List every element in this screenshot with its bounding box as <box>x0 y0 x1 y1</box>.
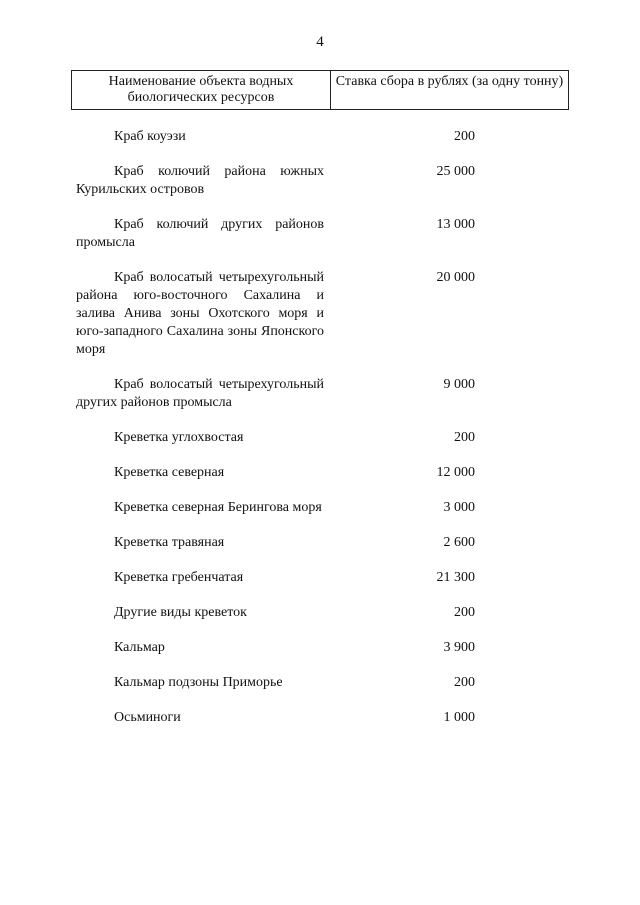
row-rate: 200 <box>454 605 475 620</box>
table-row <box>0 569 640 587</box>
row-name: Креветка травяная <box>114 535 225 550</box>
table-row <box>0 429 640 447</box>
row-name: Краб волосатый четырехугольный других районов промысла <box>76 377 324 410</box>
table-row <box>0 464 640 482</box>
row-rate: 200 <box>454 430 475 445</box>
table-row <box>0 709 640 727</box>
table-row <box>0 639 640 657</box>
row-name: Креветка северная <box>114 465 225 480</box>
row-rate: 3 900 <box>443 640 475 655</box>
table-row <box>0 269 640 359</box>
row-rate: 9 000 <box>443 377 475 392</box>
row-name: Краб колючий района южных Курильских островов <box>76 164 324 197</box>
rates-table-body <box>0 128 640 744</box>
row-rate: 20 000 <box>436 270 475 285</box>
page-number: 4 <box>316 34 324 50</box>
table-row <box>0 216 640 252</box>
table-row <box>0 674 640 692</box>
row-name: Краб коуэзи <box>114 129 186 144</box>
row-name: Другие виды креветок <box>114 605 247 620</box>
row-name: Креветка углохвостая <box>114 430 244 445</box>
table-row <box>0 163 640 199</box>
row-rate: 25 000 <box>436 164 475 179</box>
header-rate-column: Ставка сбора в рублях (за одну тонну) <box>335 74 564 89</box>
table-row <box>0 499 640 517</box>
row-rate: 21 300 <box>436 570 475 585</box>
table-row <box>0 534 640 552</box>
table-header <box>71 70 569 110</box>
table-row <box>0 604 640 622</box>
table-row <box>0 376 640 412</box>
row-rate: 2 600 <box>443 535 475 550</box>
row-rate: 200 <box>454 675 475 690</box>
row-name: Креветка северная Берингова моря <box>114 500 322 515</box>
table-row <box>0 128 640 146</box>
row-name: Осьминоги <box>114 710 181 725</box>
row-name: Кальмар подзоны Приморье <box>114 675 283 690</box>
row-rate: 200 <box>454 129 475 144</box>
row-name: Кальмар <box>114 640 165 655</box>
row-rate: 1 000 <box>443 710 475 725</box>
row-rate: 12 000 <box>436 465 475 480</box>
row-name: Краб волосатый четырехугольный района юго-восточного Сахалина и залива Анива зоны Охотского моря и юго-западного Сахалина зоны Японского моря <box>76 270 324 357</box>
row-rate: 13 000 <box>436 217 475 232</box>
header-name-column: Наименование объекта водных биологических ресурсов <box>72 71 331 109</box>
row-rate: 3 000 <box>443 500 475 515</box>
row-name: Креветка гребенчатая <box>114 570 244 585</box>
row-name: Краб колючий других районов промысла <box>76 217 324 250</box>
